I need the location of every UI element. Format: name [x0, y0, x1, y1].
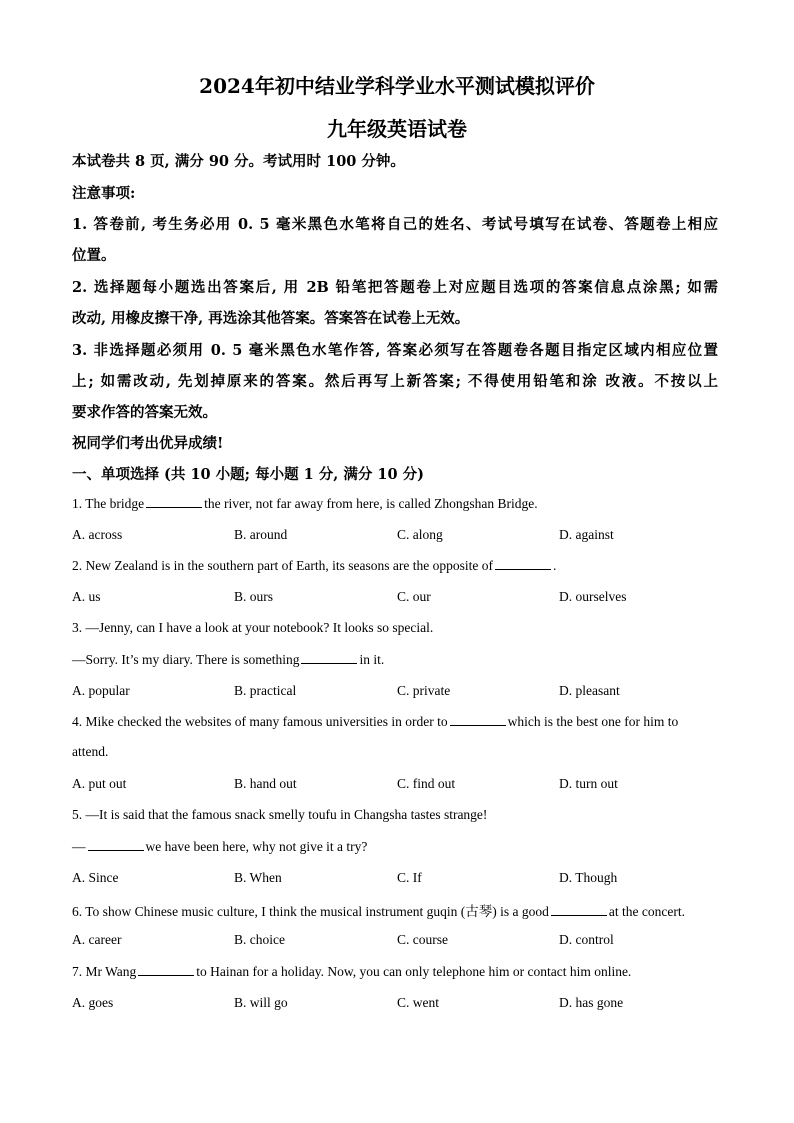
question-text: the river, not far away from here, is called Zhongshan Bridge. — [204, 496, 538, 511]
answer-blank — [146, 495, 202, 508]
option-a: A. popular — [72, 683, 130, 698]
option-c: C. along — [397, 527, 443, 542]
question-text: at the concert. — [608, 904, 685, 919]
option-b: B. ours — [234, 589, 274, 604]
option-d: D. against — [559, 527, 614, 542]
exam-title: 2024年初中结业学科学业水平测试模拟评价 — [199, 74, 595, 98]
question-text: . — [553, 558, 557, 573]
option-b: B. practical — [234, 683, 297, 698]
option-a: A. us — [72, 589, 101, 604]
option-a: A. put out — [72, 776, 127, 791]
question-4-line-1 — [72, 713, 678, 730]
question-3-line-2 — [72, 651, 384, 668]
option-c: C. If — [397, 870, 422, 885]
question-1 — [72, 495, 538, 512]
option-d: D. ourselves — [559, 589, 627, 604]
question-text: 2. New Zealand is in the southern part of Earth, its seasons are the opposite of — [72, 558, 494, 573]
question-text: 1. The bridge — [72, 496, 145, 511]
notice-2-line-2: 改动, 用橡皮擦干净, 再选涂其他答案。答案答在试卷上无效。 — [72, 310, 470, 327]
option-a: A. across — [72, 527, 123, 542]
option-c: C. went — [397, 995, 439, 1010]
question-text: we have been here, why not give it a try? — [145, 839, 368, 854]
question-5-line-2 — [72, 838, 367, 855]
question-3-line-1: 3. —Jenny, can I have a look at your notebook? It looks so special. — [72, 620, 434, 635]
section-heading: 一、单项选择 (共 10 小题; 每小题 1 分, 满分 10 分) — [72, 466, 424, 483]
option-b: B. hand out — [234, 776, 297, 791]
option-b: B. When — [234, 870, 282, 885]
notice-1-line-2: 位置。 — [72, 247, 116, 264]
question-text: 4. Mike checked the websites of many famous universities in order to — [72, 714, 448, 729]
option-a: A. goes — [72, 995, 114, 1010]
option-d: D. Though — [559, 870, 618, 885]
notice-3-line-1: 3. 非选择题必须用 0. 5 毫米黑色水笔作答, 答案必须写在答题卷各题目指定区域内相应位置 — [72, 342, 718, 359]
option-b: B. choice — [234, 932, 285, 947]
notice-3-line-3: 要求作答的答案无效。 — [72, 404, 217, 421]
question-text: 6. To show Chinese music culture, I think the musical instrument guqin (古琴) is a good — [72, 904, 549, 919]
answer-blank — [138, 963, 194, 976]
question-text: —Sorry. It’s my diary. There is something — [72, 652, 300, 667]
question-2 — [72, 557, 556, 574]
exam-info: 本试卷共 8 页, 满分 90 分。考试用时 100 分钟。 — [72, 153, 405, 170]
question-5-line-1: 5. —It is said that the famous snack smelly toufu in Changsha tastes strange! — [72, 807, 488, 822]
notice-1-line-1: 1. 答卷前, 考生务必用 0. 5 毫米黑色水笔将自己的姓名、考试号填写在试卷、答题卷上相应 — [72, 216, 718, 233]
notice-heading: 注意事项: — [72, 185, 136, 202]
answer-blank — [495, 557, 551, 570]
option-b: B. will go — [234, 995, 288, 1010]
notice-3-line-2: 上; 如需改动, 先划掉原来的答案。然后再写上新答案; 不得使用铅笔和涂 改液。不按以上 — [72, 373, 718, 390]
wish-line: 祝同学们考出优异成绩! — [72, 435, 224, 452]
option-a: A. Since — [72, 870, 119, 885]
option-c: C. course — [397, 932, 448, 947]
question-text: 7. Mr Wang — [72, 964, 137, 979]
answer-blank — [551, 903, 607, 916]
option-d: D. turn out — [559, 776, 618, 791]
exam-subtitle: 九年级英语试卷 — [327, 117, 467, 141]
option-c: C. private — [397, 683, 451, 698]
answer-blank — [301, 651, 357, 664]
option-d: D. pleasant — [559, 683, 620, 698]
option-d: D. control — [559, 932, 614, 947]
option-c: C. our — [397, 589, 431, 604]
question-4-line-2: attend. — [72, 744, 109, 759]
option-d: D. has gone — [559, 995, 624, 1010]
option-b: B. around — [234, 527, 288, 542]
question-7 — [72, 963, 631, 980]
question-text: which is the best one for him to — [507, 714, 679, 729]
option-a: A. career — [72, 932, 122, 947]
question-text: in it. — [359, 652, 385, 667]
option-c: C. find out — [397, 776, 456, 791]
question-text: — — [72, 839, 86, 854]
notice-2-line-1: 2. 选择题每小题选出答案后, 用 2B 铅笔把答题卷上对应题目选项的答案信息点涂黑; 如需 — [72, 279, 718, 296]
answer-blank — [450, 713, 506, 726]
question-text: to Hainan for a holiday. Now, you can only telephone him or contact him online. — [196, 964, 632, 979]
answer-blank — [88, 838, 144, 851]
question-6 — [72, 900, 685, 920]
